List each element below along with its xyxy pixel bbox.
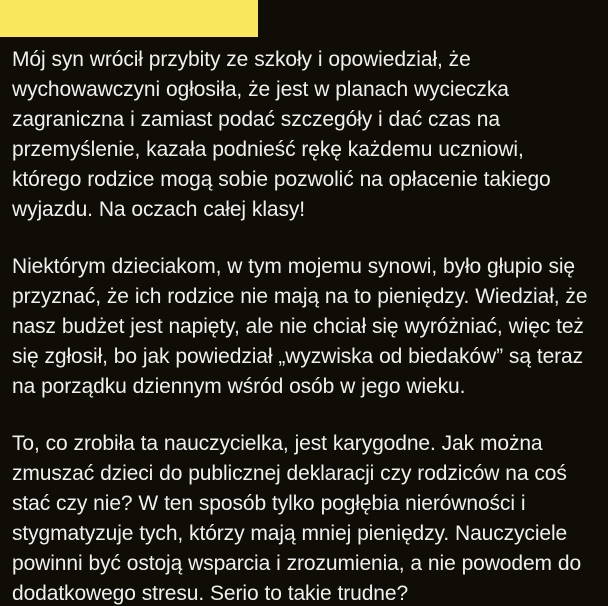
post-paragraph-1: Mój syn wrócił przybity ze szkoły i opowiedział, że wychowawczyni ogłosiła, że jest w planach wycieczka zagraniczna i zamiast podać szczegóły i dać czas na przemyślenie, kazała podnieść rękę każdemu uczniowi, którego rodzice mogą sobie pozwolić na opłacenie takiego wyjazdu. Na oczach całej klasy! <box>12 48 551 221</box>
post-paragraph-2: Niektórym dzieciakom, w tym mojemu synowi, było głupio się przyznać, że ich rodzice nie mają na to pieniędzy. Wiedział, że nasz budżet jest napięty, ale nie chciał się wyróżniać, więc też się zgłosił, bo jak powiedział „wyzwiska od biedaków” są teraz na porządku dziennym wśród osób w jego wieku. <box>12 255 588 398</box>
post-paragraph-3: To, co zrobiła ta nauczycielka, jest karygodne. Jak można zmuszać dzieci do publicznej deklaracji czy rodziców na coś stać czy nie? W ten sposób tylko pogłębia nierówności i stygmatyzuje tych, którzy mają mniej pieniędzy. Nauczyciele powinni być ostoją wsparcia i zrozumienia, a nie powodem do dodatkowego stresu. Serio to takie trudne? <box>12 432 582 605</box>
post-text-body <box>0 37 608 606</box>
yellow-highlight-banner <box>0 0 258 37</box>
